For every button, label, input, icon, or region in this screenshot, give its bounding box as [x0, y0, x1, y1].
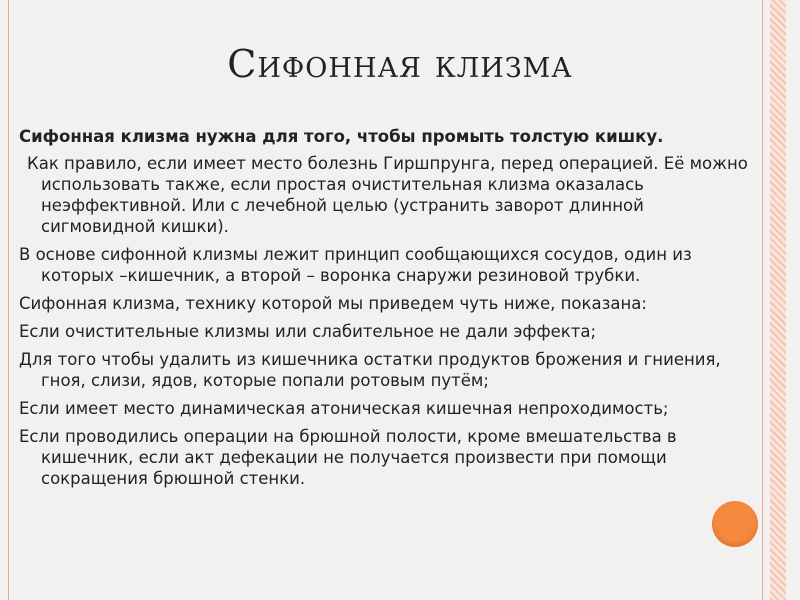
- paragraph-intro: Сифонная клизма нужна для того, чтобы промыть толстую кишку.: [19, 127, 664, 146]
- right-border-line: [762, 0, 763, 600]
- paragraph-case-4: Если проводились операции на брюшной полости, кроме вмешательства в кишечник, если акт дефекации не получается произвести при помощи сокращения брюшной стенки.: [19, 427, 677, 488]
- slide-title: Сифонная клизма: [227, 42, 573, 86]
- paragraph-case-1: Если очистительные клизмы или слабительное не дали эффекта;: [19, 322, 597, 341]
- paragraph-case-2: Для того чтобы удалить из кишечника остатки продуктов брожения и гниения, гноя, слизи, ядов, которые попали ротовым путём;: [19, 350, 721, 390]
- slide-body: [19, 126, 759, 496]
- paragraph-shown: Сифонная клизма, технику которой мы приведем чуть ниже, показана:: [19, 294, 647, 313]
- paragraph-case-3: Если имеет место динамическая атоническая кишечная непроходимость;: [19, 399, 669, 418]
- paragraph-indications: Как правило, если имеет место болезнь Гиршпрунга, перед операцией. Её можно использовать также, если простая очистительная клизма оказалась неэффективной. Или с лечебной целью (устранить заворот длинной сигмовидной кишки).: [27, 154, 748, 236]
- left-border-line: [8, 0, 9, 600]
- orange-circle-decoration: [712, 501, 758, 547]
- decorative-stripe: [770, 0, 786, 600]
- paragraph-principle: В основе сифонной клизмы лежит принцип сообщающихся сосудов, один из которых –кишечник, а второй – воронка снаружи резиновой трубки.: [19, 245, 692, 285]
